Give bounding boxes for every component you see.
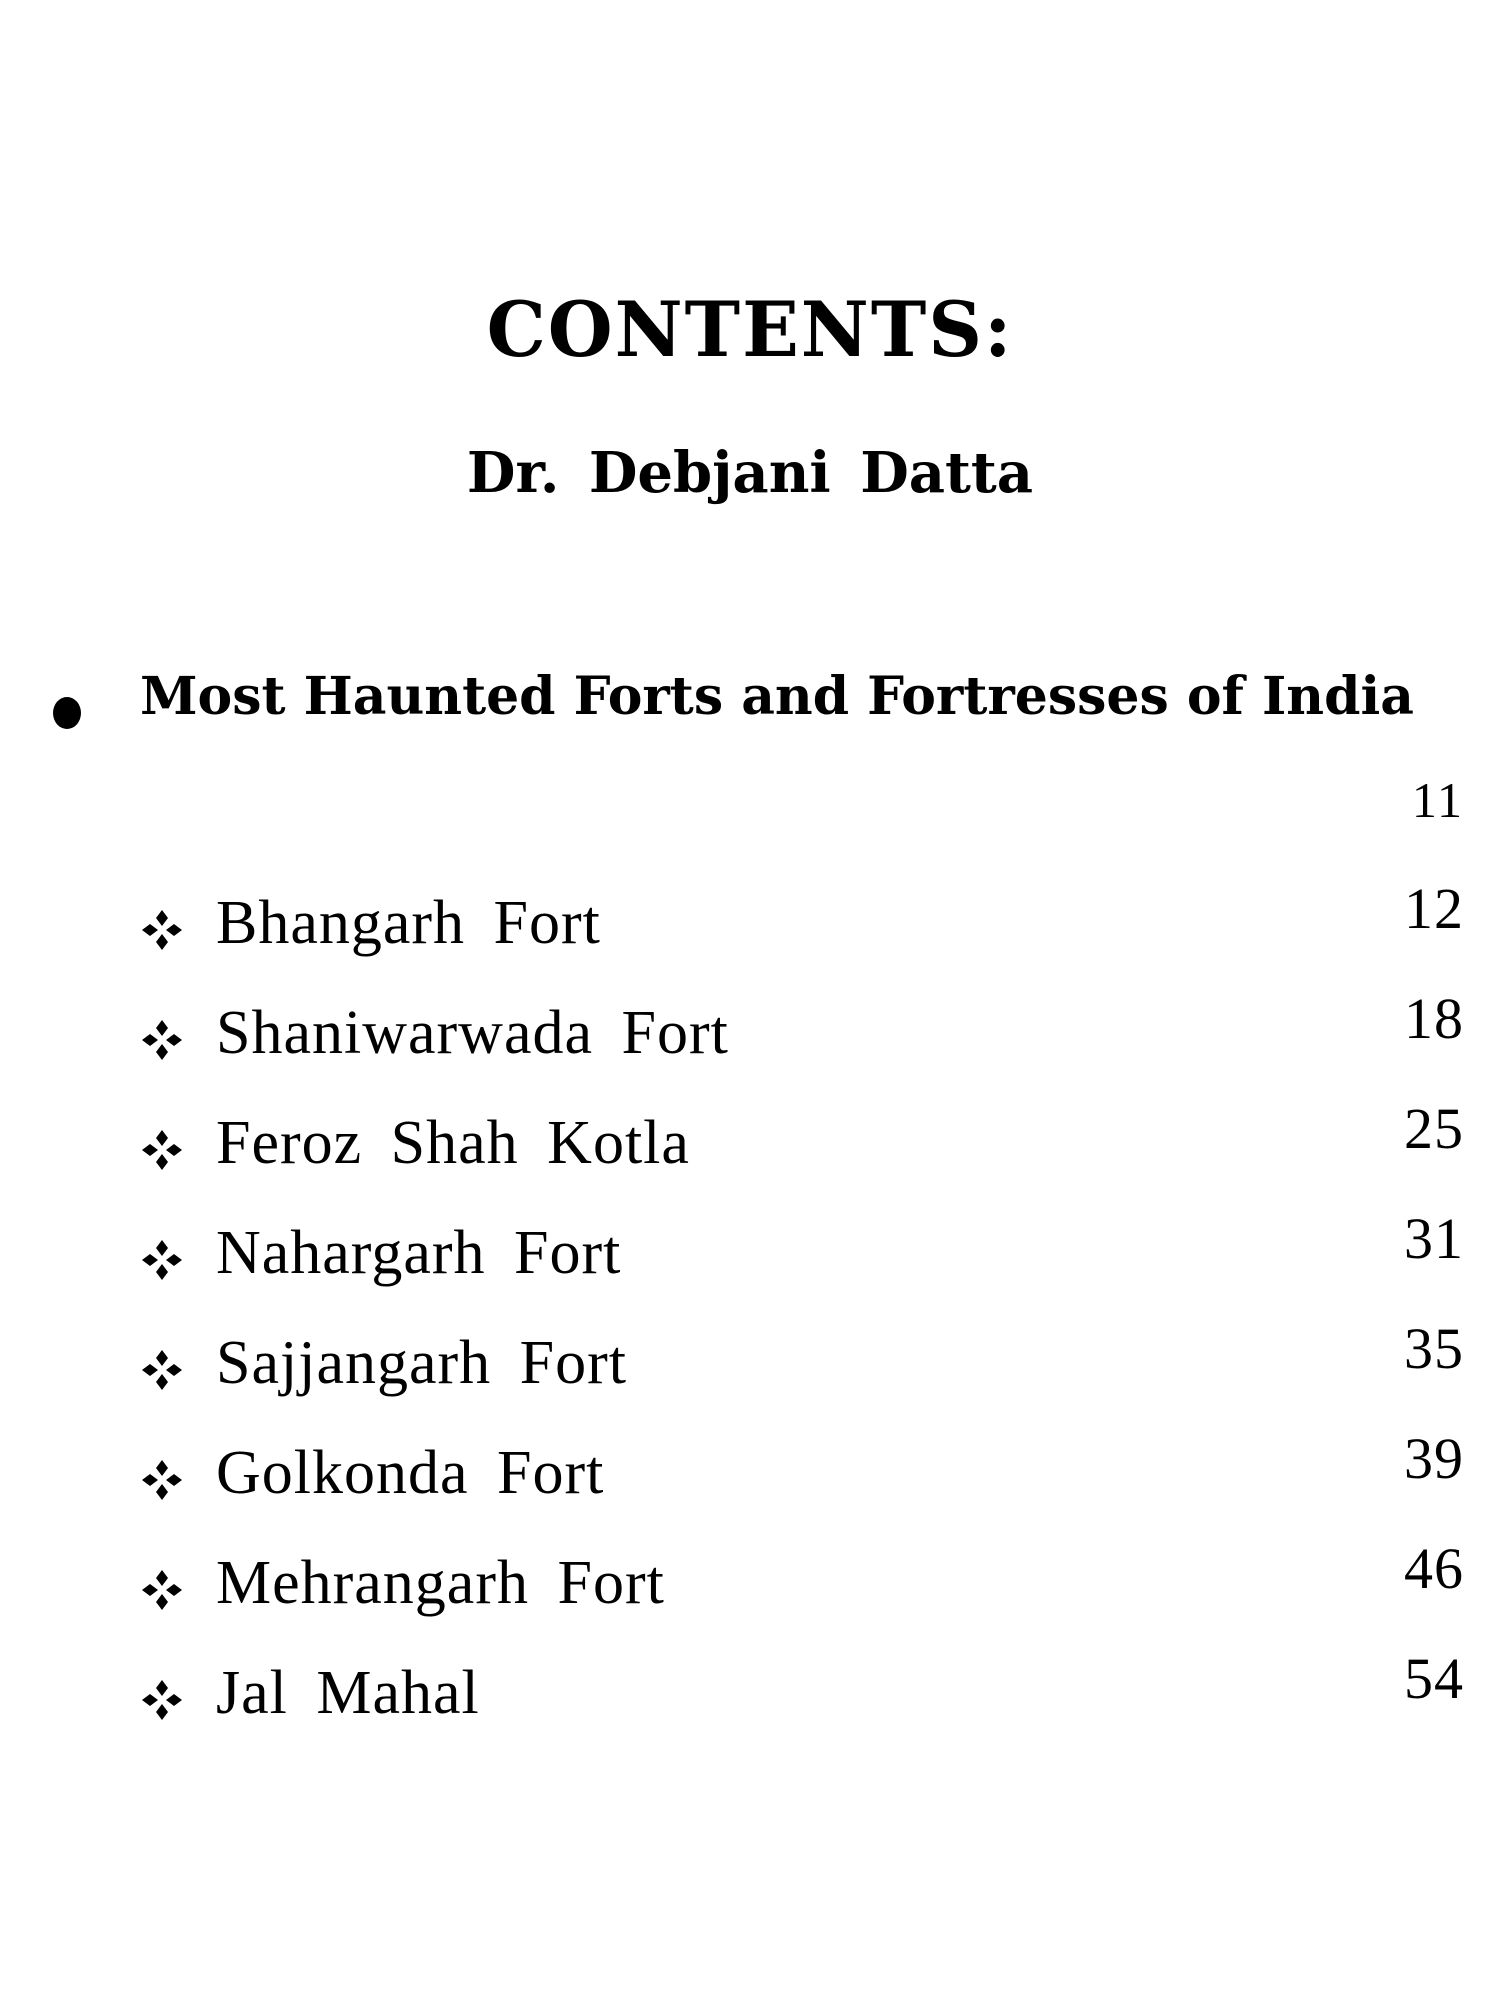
toc-entry: [0, 1536, 1500, 1650]
toc-entry-page: 31: [1404, 1206, 1464, 1271]
four-diamond-bullet-icon: [140, 908, 184, 952]
toc-entry-title: Golkonda Fort: [216, 1439, 605, 1507]
toc-entry-page: 25: [1404, 1096, 1464, 1161]
four-diamond-bullet-icon: [140, 1568, 184, 1612]
toc-entry-page: 12: [1404, 876, 1464, 941]
section-title: Most Haunted Forts and Fortresses of India: [140, 666, 1414, 727]
toc-entry-page: 39: [1404, 1426, 1464, 1491]
toc-entry-page: 18: [1404, 986, 1464, 1051]
filled-circle-bullet-icon: [53, 697, 81, 729]
four-diamond-bullet-icon: [140, 1678, 184, 1722]
toc-entry-page: 54: [1404, 1646, 1464, 1711]
four-diamond-bullet-icon: [140, 1348, 184, 1392]
four-diamond-bullet-icon: [140, 1128, 184, 1172]
toc-entry: [0, 986, 1500, 1100]
toc-entry: [0, 1646, 1500, 1760]
section-page-number: 11: [1411, 772, 1464, 828]
toc-entry: [0, 1096, 1500, 1210]
toc-entry: [0, 1316, 1500, 1430]
toc-entry: [0, 876, 1500, 990]
toc-entry-page: 46: [1404, 1536, 1464, 1601]
author-name: Dr. Debjani Datta: [466, 440, 1034, 506]
toc-entry-title: Bhangarh Fort: [216, 889, 601, 957]
section-heading: [0, 660, 1500, 750]
page-title: CONTENTS:: [486, 285, 1014, 374]
toc-entry-title: Shaniwarwada Fort: [216, 999, 729, 1067]
toc-list: [0, 876, 1500, 1760]
toc-entry-title: Jal Mahal: [216, 1659, 480, 1727]
toc-entry-title: Sajjangarh Fort: [216, 1329, 627, 1397]
toc-entry: [0, 1206, 1500, 1320]
toc-entry-page: 35: [1404, 1316, 1464, 1381]
toc-entry-title: Nahargarh Fort: [216, 1219, 622, 1287]
four-diamond-bullet-icon: [140, 1458, 184, 1502]
four-diamond-bullet-icon: [140, 1018, 184, 1062]
toc-entry-title: Mehrangarh Fort: [216, 1549, 665, 1617]
toc-entry: [0, 1426, 1500, 1540]
toc-entry-title: Feroz Shah Kotla: [216, 1109, 690, 1177]
four-diamond-bullet-icon: [140, 1238, 184, 1282]
